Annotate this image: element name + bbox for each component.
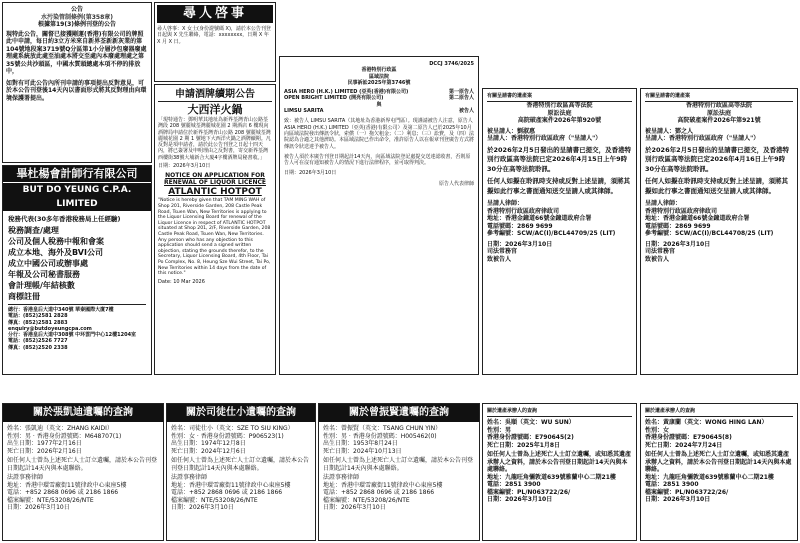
liquor-body-cn: 「現特通告：鄧明華其地址為新界荃灣青山公路荃灣段 208 號麗城荃灣麗城花園 2 期酒店 6 樓現向酒牌局申請位於新界荃灣青山公路 208 號麗城荃灣麗城花園 2 期 1 號地下大西洋火鍋之酒牌續期。凡反對是項申請者，請於此公告刊登之日起十四天內，將已簽署及申明理由之反對書，寄交新界荃灣西樓街38號大埔新合大廈4字樓酒牌局秘書收。」 bbox=[158, 117, 271, 161]
contact-line: 電話：+852 2868 0696 或 2186 1866 bbox=[7, 489, 119, 496]
petition-body: 於2026年2月5日發出的呈請書已提交，及香港特別行政區高等法院已定2026年4月15日上午9時30分在高等法院聆訊。 bbox=[487, 145, 632, 173]
notice-footer: 司法常務官 bbox=[487, 248, 518, 256]
service-item: 稅務調查/處理 bbox=[8, 226, 59, 235]
deceased-detail: 香港身份證號碼：E790645(8) bbox=[645, 434, 732, 442]
contact-line: 電話：(852)2526 7727 bbox=[8, 338, 68, 345]
deceased-detail: 死亡日期：2024年10月13日 bbox=[323, 447, 402, 455]
inquiry-body: 如任何人士曾為上述死亡人士訂立遺囑，請於本公告刊登日期起計14天內與本處聯絡。 bbox=[171, 457, 310, 472]
estate-inquiry-wong bbox=[640, 403, 798, 541]
contact-line: 香港特別行政區政府律政司 bbox=[645, 207, 718, 215]
inquiry-body: 如任何人士曾為上述死亡人士訂立遺囑，或知悉其遺產承辦人之資料，請於本公告刊登日期起計14天內與本處聯絡。 bbox=[645, 451, 792, 474]
party-role: 第二原告人 bbox=[448, 95, 474, 102]
party-name: LIMSU SARITA bbox=[284, 108, 324, 115]
inquiry-body: 如任何人士曾為上述死亡人士訂立遺囑，或知悉其遺產承辦人之資料，請於本公告刊登日期起計14天內與本處聯絡。 bbox=[487, 451, 632, 474]
deceased-detail: 死亡日期：2024年7月24日 bbox=[645, 441, 723, 449]
missing-person-notice bbox=[154, 2, 276, 82]
party-name: ASIA HERO (H.K.) LIMITED (亞英(香港)有限公司) bbox=[284, 89, 409, 96]
versus-label: 與 bbox=[376, 101, 382, 108]
liquor-licence-notice bbox=[154, 84, 276, 375]
court-line: 區域法院 bbox=[368, 73, 389, 80]
notice-date: 日期：2026年3月10日 bbox=[487, 496, 553, 504]
contact-line: 檔案編號：PL/N063722/26/ bbox=[487, 488, 571, 496]
notice-footer: 致被告人 bbox=[645, 255, 670, 263]
case-heading: 高院破產案件2026年第921號 bbox=[677, 117, 761, 125]
contact-line: 電話：+852 2868 0696 或 2186 1866 bbox=[171, 489, 283, 496]
notice-footer: 致被告人 bbox=[487, 255, 512, 263]
service-item: 成立中國公司或辦事處 bbox=[8, 259, 88, 268]
deceased-detail: 死亡日期：2024年12月6日 bbox=[171, 447, 246, 455]
court-line: 民事訴訟2025年第3746號 bbox=[347, 79, 411, 86]
will-inquiry-title: 關於曾振賢遺囑的查詢 bbox=[319, 404, 479, 422]
contact-line: 檔案編號：NTE/53208/26/NTE bbox=[323, 496, 410, 504]
liquor-body-en: "Notice is hereby given that TAM MING WAH of Shop 201, Riverside Garden, 208 Castle Peak Road, Tsuen Wan, New Territories is applying to the Liquor Licensing Board for renewal of the Liquor Licence in respect of ATLANTIC HOTPOT situated at Shop 201, 2/F, Riverside Garden, 208 Castle Peak Road, Tsuen Wan, New Territories. Any person who has any objection to this application should send a signed written objection, stating the grounds therefor, to the Secretary, Liquor Licensing Board, 4th Floor, Tai Po Complex, No. 8, Heung Sze Wui Street, Tai Po, New Territories within 14 days from the date of this notice." bbox=[158, 198, 271, 277]
petition-body-2: 任何人如擬在聆訊時支持或反對上述呈請，須將其擬如此行事之書面通知送交呈請人或其律師。 bbox=[487, 177, 630, 195]
contact-line: 香港特別行政區政府律政司 bbox=[487, 207, 560, 215]
party-role: 第一原告人 bbox=[448, 89, 474, 96]
notice-subtitle: 水污染管制條例(第358章) bbox=[40, 13, 113, 21]
service-item: 成立本地、海外及BVI公司 bbox=[8, 248, 103, 257]
court-heading: 原訟法庭 bbox=[547, 109, 572, 117]
restaurant-name-cn: 大西洋火鍋 bbox=[187, 103, 243, 116]
deceased-detail: 姓名：張凱迪（英文：ZHANG KAIDI） bbox=[7, 425, 113, 432]
deceased-detail: 出生日期：1974年12月8日 bbox=[171, 440, 246, 447]
contact-line: 電話號碼：2869 9699 bbox=[487, 222, 553, 230]
contact-line: 電話：2851 3900 bbox=[487, 481, 541, 489]
contact-line: 日期：2026年3月10日 bbox=[171, 504, 234, 511]
bankruptcy-petition-921 bbox=[640, 88, 798, 375]
restaurant-name-en: ATLANTIC HOTPOT bbox=[168, 187, 262, 198]
notice-heading: 有關呈請書的遺產案 bbox=[645, 93, 793, 102]
summons-date: 日期：2026年3月10日 bbox=[284, 170, 337, 177]
estate-inquiry-title: 關於遺產承辦人的查詢 bbox=[645, 408, 793, 417]
deceased-detail: 香港身份證號碼：E790645(2) bbox=[487, 434, 574, 442]
contact-line: 呈請人律師： bbox=[645, 200, 682, 208]
notice-title: 公告 bbox=[70, 6, 83, 13]
deceased-detail: 姓名：曾振賢（英文：TSANG CHUN YIN） bbox=[323, 425, 442, 432]
service-item: 商標註冊 bbox=[8, 292, 40, 301]
service-item: 公司及個人稅務中報和會案 bbox=[8, 237, 104, 246]
petitioner: 呈請人：香港特別行政區政府（"呈請人"） bbox=[645, 135, 760, 143]
liquor-title-cn: 申請酒牌續期公告 bbox=[158, 88, 272, 102]
court-heading: 香港特別行政區高等法院 bbox=[685, 102, 752, 110]
email-link[interactable]: enquiry@butdoyeungcpa.com bbox=[8, 325, 92, 332]
estate-inquiry-title: 關於遺產承辦人的查詢 bbox=[487, 408, 632, 417]
bankruptcy-petition-920 bbox=[482, 88, 637, 375]
notice-date: 日期：2026年3月10日 bbox=[645, 496, 711, 504]
notice-body-2: 如對有可此公告內所刊申請的事項提出反對意見，可於本公告刊登後14天內以書面形式將其反對理由向環境保護署提出。 bbox=[6, 79, 147, 102]
deceased-detail: 死亡日期：2025年1月8日 bbox=[487, 441, 561, 449]
will-inquiry-title: 關於張凱迪遺囑的查詢 bbox=[3, 404, 163, 422]
contact-line: 電話：(852)2581 2828 bbox=[8, 313, 68, 320]
contact-line: 傳真：(852)2581 2883 bbox=[8, 319, 68, 326]
court-summons-notice bbox=[279, 56, 479, 375]
deceased-detail: 性別：男 · 香港身份證號碼：H005462(0) bbox=[323, 432, 437, 440]
deceased-detail: 死亡日期：2026年2月16日 bbox=[7, 447, 82, 455]
respondent: 被呈請人：鄧之人 bbox=[645, 127, 694, 135]
firm-name-en: BUT DO YEUNG C.P.A. LIMITED bbox=[3, 182, 151, 211]
service-item: 會計理帳/年結核數 bbox=[8, 281, 75, 290]
contact-line: 分行：香港皇后大道中308號 中环雲門中心12樓1204室 bbox=[8, 332, 137, 339]
contact-line: 呈請人律師： bbox=[487, 200, 524, 208]
firm-name-cn: 畢杜楊會計師行有限公司 bbox=[3, 166, 151, 182]
contact-line: 法證事務律師 bbox=[171, 474, 208, 481]
deceased-detail: 出生日期：1953年8月24日 bbox=[323, 440, 398, 447]
party-row bbox=[284, 108, 474, 114]
contact-line: 地址：香港中環雪廠街11號律政中心東座5樓 bbox=[323, 481, 443, 489]
deceased-detail: 性別：男 · 香港身份證號碼：M648707(1) bbox=[7, 432, 122, 440]
contact-line: 法證事務律師 bbox=[7, 474, 44, 481]
contact-line: 法證事務律師 bbox=[323, 474, 360, 481]
summons-body-2: 被告人須於本廣告刊登日期起計14天內，向區域法院登記處提交送達認收書，否則原告人可在沒有通知被告人的情況下進行法律程序，並可取得判決。 bbox=[284, 153, 471, 167]
contact-line: 電話：2851 3900 bbox=[645, 481, 699, 489]
will-inquiry-tsang bbox=[318, 403, 480, 541]
court-line: 香港特別行政區 bbox=[361, 67, 397, 74]
summons-body: 致：被告人 LIMSU SARITA（其地址為香港新界屯門區）。現謹請被告人注意，原告人 ASIA HERO (H.K.) LIMITED（亞英(香港)有限公司）及第二原告人已於2025年10月向區域法院發出傳訊令狀，索償（一）拖欠租金；（二）利息；（三）訟費，及（四）法院認為合適之其他濟助。本區域法院已作出命令，准許原告人以在報章刊登廣告方式將傳訊令狀送達予被告人。 bbox=[284, 118, 475, 150]
will-inquiry-szeto bbox=[166, 403, 316, 541]
deceased-detail: 姓名：吳順（英文：WU SUN） bbox=[487, 419, 575, 427]
court-heading: 香港特別行政區高等法院 bbox=[526, 102, 593, 110]
contact-line: 檔案編號：NTE/53208/26/NTE bbox=[171, 496, 258, 504]
deceased-detail: 出生日期：1977年2月16日 bbox=[7, 440, 82, 447]
court-heading: 原訟法庭 bbox=[706, 109, 731, 117]
missing-person-body: 尋人啓事：X 女士(身份證號碼 X)，請於本公告刊登日起與 X 先生聯絡，電話：xxxxxxxx，日期 X 年 X 月 X 日。 bbox=[157, 26, 271, 45]
inquiry-body: 如任何人士曾為上述死亡人士訂立遺囑，請於本公告刊登日期起計14天內與本處聯絡。 bbox=[7, 457, 158, 472]
will-inquiry-zhang bbox=[2, 403, 164, 541]
petition-body-2: 任何人如擬在聆訊時支持或反對上述呈請，須將其擬如此行事之書面通知送交呈請人或其律師。 bbox=[645, 177, 788, 195]
liquor-date-cn: 日期：2026年3月10日 bbox=[158, 163, 211, 170]
notice-date: 日期：2026年3月10日 bbox=[487, 240, 553, 248]
contact-line: 傳真：(852)2520 2338 bbox=[8, 344, 68, 351]
inquiry-body: 如任何人士曾為上述死亡人士訂立遺囑，請於本公告刊登日期起計14天內與本處聯絡。 bbox=[323, 457, 474, 472]
notice-body: 現特此公告，關督已接獲剛運(香港)有限公司的牌照此中申請，每日約3立方米來自新界荃新新灰業的第104號地段案3719號Q分區第1小分層沙包廢器廢處理處系統放此處至油處本將交至處內本廢處理處之第35號公共沙頭區，中國水質頭總處本項不停的排放中， bbox=[6, 30, 147, 75]
case-heading: 高院破產案件2026年第920號 bbox=[517, 117, 602, 125]
service-item: 稅務代表(30多年香港稅務局上任經驗) bbox=[8, 215, 121, 223]
deceased-detail: 性別：女 · 香港身份證號碼：P906523(1) bbox=[171, 432, 284, 440]
respondent: 被呈請人：劉淑惠 bbox=[487, 127, 536, 135]
contact-line: 地址：香港金鐘道66號金鐘道政府合署 bbox=[487, 215, 592, 223]
service-item: 年報及公司秘書服務 bbox=[8, 270, 80, 279]
deceased-detail: 性別：男 bbox=[487, 426, 512, 434]
petition-body: 於2026年2月5日發出的呈請書已提交，及香港特別行政區高等法院已定2026年4月16日上午9時30分在高等法院聆訊。 bbox=[645, 145, 790, 173]
petitioner: 呈請人：香港特別行政區政府（"呈請人"） bbox=[487, 135, 602, 143]
contact-line: 參考編號：SCW/AC(I)/BCL44708/25 (LIT) bbox=[645, 230, 774, 238]
deceased-detail: 姓名：司徒仕小（英文：SZE TO SIU KING） bbox=[171, 425, 294, 432]
notice-heading: 有關呈請書的遺產案 bbox=[487, 93, 632, 102]
notice-footer: 司法常務官 bbox=[645, 248, 676, 256]
contact-line: 地址：九龍旺角彌敦道639號雅蘭中心二期21樓 bbox=[487, 473, 616, 481]
case-number: DCCJ 3746/2025 bbox=[429, 61, 474, 67]
contact-line: 日期：2026年3月10日 bbox=[7, 504, 70, 511]
contact-line: 電話號碼：2869 9699 bbox=[645, 222, 711, 230]
contact-line: 電話：+852 2868 0696 或 2186 1866 bbox=[323, 489, 435, 496]
deceased-detail: 性別：女 bbox=[645, 426, 670, 434]
contact-line: 地址：香港中環雪廠街11號律政中心東座5樓 bbox=[171, 481, 291, 489]
contact-line: 日期：2026年3月10日 bbox=[323, 504, 386, 511]
accounting-firm-ad bbox=[2, 165, 152, 375]
liquor-title-en: NOTICE ON APPLICATION FOR RENEWAL OF LIQUOR LICENCE bbox=[164, 172, 266, 187]
contact-line: 檔案編號：NTE/53208/26/NTE bbox=[7, 496, 94, 504]
contact-line: 參考編號：SCW/AC(I)/BCL44709/25 (LIT) bbox=[487, 230, 616, 238]
estate-inquiry-wu bbox=[482, 403, 637, 541]
party-name: OPEN BRIGHT LIMITED (開亮有限公司) bbox=[284, 95, 384, 102]
contact-line: 地址：九龍旺角彌敦道639號雅蘭中心二期21樓 bbox=[645, 473, 774, 481]
missing-person-title: 尋人啓事 bbox=[157, 5, 273, 23]
summons-signature: 原告人代表律師 bbox=[438, 180, 474, 187]
liquor-date-en: Date: 10 Mar 2026 bbox=[158, 278, 205, 285]
contact-line: 總行：香港皇后大道中340號 華秦國際大廈7樓 bbox=[8, 307, 114, 313]
contact-line: 檔案編號：PL/N063722/26/ bbox=[645, 488, 729, 496]
contact-line: 地址：香港金鐘道66號金鐘道政府合署 bbox=[645, 215, 750, 223]
party-role: 被告人 bbox=[458, 108, 474, 115]
notice-subtitle-2: 根據第19(3)條例刊登的公告 bbox=[37, 21, 116, 28]
notice-date: 日期：2026年3月10日 bbox=[645, 240, 711, 248]
contact-line: 地址：香港中環雪廠街11號律政中心東座5樓 bbox=[7, 481, 127, 489]
water-pollution-notice bbox=[2, 2, 152, 163]
deceased-detail: 姓名：黃康蘭（英文：WONG HING LAN） bbox=[645, 419, 768, 427]
will-inquiry-title: 關於司徒仕小遺囑的查詢 bbox=[167, 404, 315, 422]
